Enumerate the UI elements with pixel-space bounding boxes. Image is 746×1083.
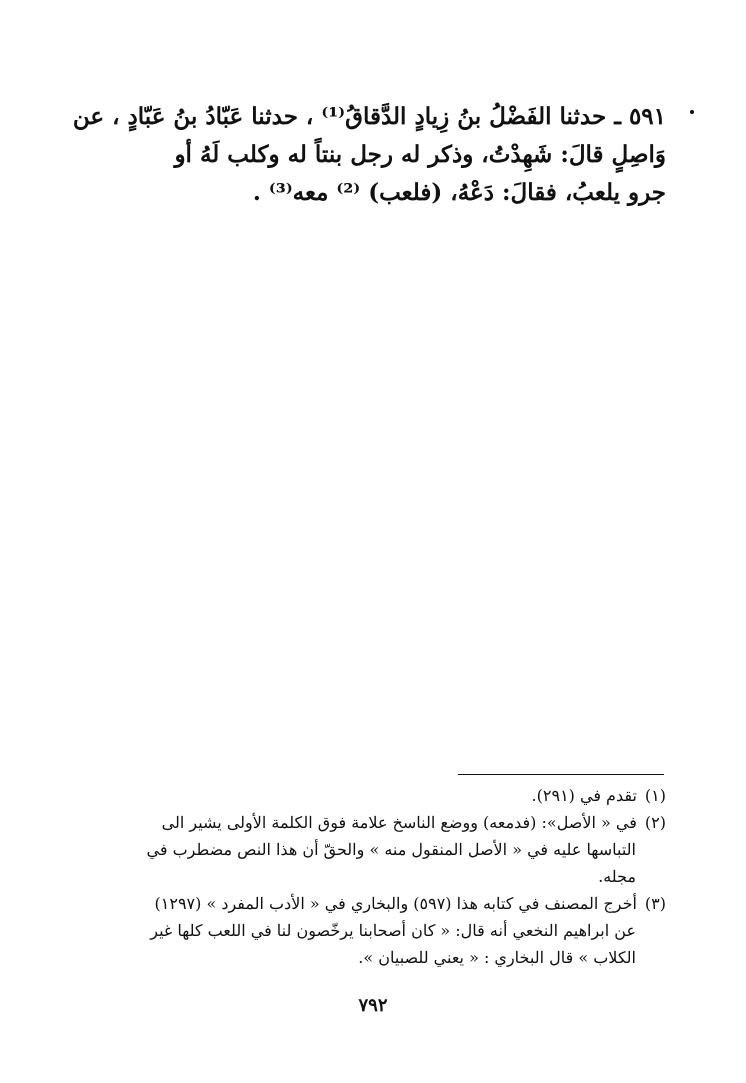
hadith-text xyxy=(72,98,666,212)
margin-dot xyxy=(690,110,694,114)
hadith-line-2: وَاصِلٍ قالَ: شَهِدْتُ، وذكر له رجل بنتاً له وكلب لَهُ أو xyxy=(174,141,666,168)
footnote-text: أخرج المصنف في كتابه هذا (٥٩٧) والبخاري في « الأدب المفرد » (١٢٩٧) xyxy=(154,894,637,913)
page-number: ٧٩٢ xyxy=(358,995,388,1016)
footnote-3 xyxy=(106,890,666,917)
footnote-number: (٢) xyxy=(644,813,666,832)
footnote-number: (١) xyxy=(644,786,666,805)
footnote-1 xyxy=(106,782,666,809)
footnote-number: (٣) xyxy=(644,894,666,913)
hadith-line-1: ٥٩١ ـ حدثنا الفَضْلُ بنُ زِيادٍ الدَّقاقُ⁽¹⁾ ، حدثنا عَبّادُ بنُ عَبّادٍ ، عن xyxy=(72,103,666,130)
footnote-3-continuation: عن ابراهيم النخعي أنه قال: « كان أصحابنا يرخّصون لنا في اللعب كلها غير xyxy=(150,921,636,940)
footnote-separator xyxy=(458,774,664,775)
footnote-text: تقدم في (٢٩١). xyxy=(531,786,637,805)
hadith-line-3: جرو يلعبُ، فقالَ: دَعْهُ، (فلعب) ⁽²⁾ معه⁽³⁾ . xyxy=(252,179,666,206)
footnote-2-continuation: التباسها عليه في « الأصل المنقول منه » والحقّ أن هذا النص مضطرب في مجله. xyxy=(146,840,636,886)
footnote-text: في « الأصل»: (فدمعه) ووضع الناسخ علامة فوق الكلمة الأولى يشير الى xyxy=(161,813,637,832)
footnote-3-continuation: الكلاب » قال البخاري : « يعني للصبيان ». xyxy=(358,948,636,967)
footnotes xyxy=(106,782,666,971)
footnote-2 xyxy=(106,809,666,836)
